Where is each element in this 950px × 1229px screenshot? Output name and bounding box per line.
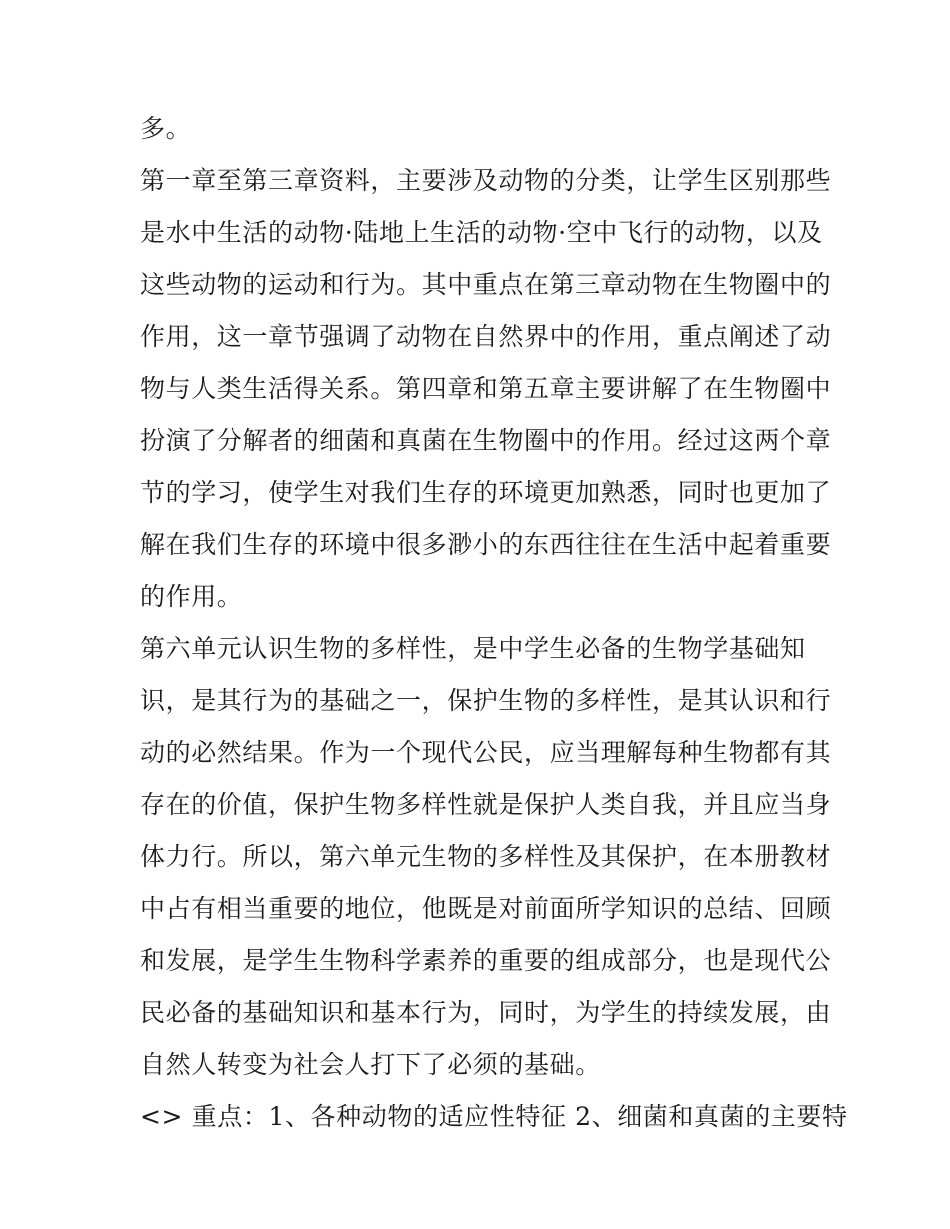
text-line: 节的学习，使学生对我们生存的环境更加熟悉，同时也更加了 xyxy=(140,478,832,507)
text-line: 自然人转变为社会人打下了必须的基础。 xyxy=(140,1050,601,1079)
text-line: 的作用。 xyxy=(140,582,243,611)
text-line: 中占有相当重要的地位，他既是对前面所学知识的总结、回顾 xyxy=(140,894,832,923)
text-line: 第六单元认识生物的多样性，是中学生必备的生物学基础知 xyxy=(140,634,806,663)
text-line: 是水中生活的动物·陆地上生活的动物·空中飞行的动物，以及 xyxy=(140,218,823,247)
text-line: 第一章至第三章资料，主要涉及动物的分类，让学生区别那些 xyxy=(140,166,832,195)
text-line: 作用，这一章节强调了动物在自然界中的作用，重点阐述了动 xyxy=(140,322,832,351)
text-line: 识，是其行为的基础之一，保护生物的多样性，是其认识和行 xyxy=(140,686,832,715)
text-line: 动的必然结果。作为一个现代公民，应当理解每种生物都有其 xyxy=(140,738,832,767)
text-line: <> 重点：1、各种动物的适应性特征 2、细菌和真菌的主要特 xyxy=(140,1102,848,1131)
text-line: 民必备的基础知识和基本行为，同时，为学生的持续发展，由 xyxy=(140,998,832,1027)
text-line: 物与人类生活得关系。第四章和第五章主要讲解了在生物圈中 xyxy=(140,374,832,403)
text-line: 解在我们生存的环境中很多渺小的东西往往在生活中起着重要 xyxy=(140,530,832,559)
text-line: 和发展，是学生生物科学素养的重要的组成部分，也是现代公 xyxy=(140,946,832,975)
text-line: 这些动物的运动和行为。其中重点在第三章动物在生物圈中的 xyxy=(140,270,832,299)
text-line: 存在的价值，保护生物多样性就是保护人类自我，并且应当身 xyxy=(140,790,832,819)
text-line: 扮演了分解者的细菌和真菌在生物圈中的作用。经过这两个章 xyxy=(140,426,832,455)
text-line: 体力行。所以，第六单元生物的多样性及其保护，在本册教材 xyxy=(140,842,832,871)
text-line: 多。 xyxy=(140,114,192,143)
